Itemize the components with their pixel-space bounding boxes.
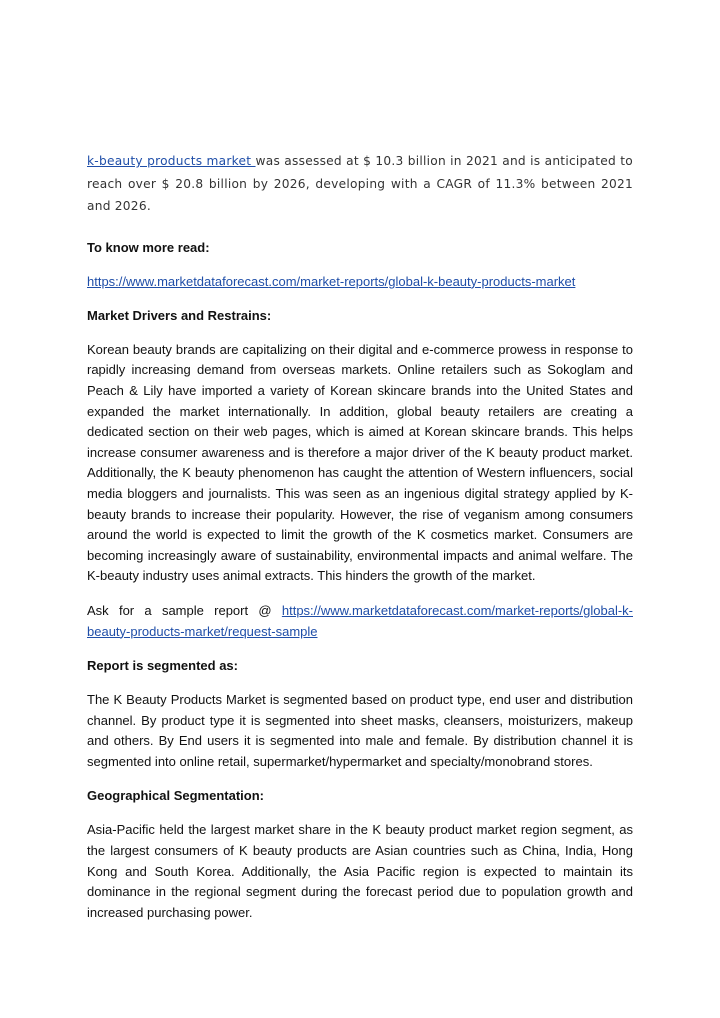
k-beauty-market-link[interactable]: k-beauty products market: [87, 154, 256, 168]
sample-paragraph: [87, 601, 633, 642]
geo-paragraph: Asia-Pacific held the largest market share in the K beauty product market region segment, as the largest consumers of K beauty products are Asian countries such as China, India, Hong Kong and South Korea. Additionally, the Asia Pacific region is expected to maintain its dominance in the regional segment during the forecast period due to population growth and increased purchasing power.: [87, 822, 633, 920]
drivers-heading: Market Drivers and Restrains:: [87, 307, 272, 323]
document-page: [87, 150, 633, 937]
know-more-heading: To know more read:: [87, 239, 210, 255]
sample-prefix: Ask for a sample report @: [87, 602, 282, 618]
geo-heading: Geographical Segmentation:: [87, 788, 264, 804]
intro-paragraph: [87, 150, 633, 218]
drivers-paragraph: Korean beauty brands are capitalizing on their digital and e-commerce prowess in response to rapidly increasing demand from overseas markets. Online retailers such as Sokoglam and Peach & Lily have imported a variety of Korean skincare brands into the United States and expanded the market internationally. In addition, global beauty retailers are creating a dedicated section on their web pages, which is aimed at Korean skincare brands. This helps increase consumer awareness and is therefore a major driver of the K beauty product market. Additionally, the K beauty phenomenon has caught the attention of Western influencers, social media bloggers and journalists. This was seen as an ingenious digital strategy applied by K-beauty brands to increase their popularity. However, the rise of veganism among consumers around the world is expected to limit the growth of the K cosmetics market. Consumers are becoming increasingly aware of sustainability, environmental impacts and animal welfare. The K-beauty industry uses animal extracts. This hinders the growth of the market.: [87, 341, 633, 584]
segmented-heading: Report is segmented as:: [87, 658, 238, 674]
report-url-link[interactable]: https://www.marketdataforecast.com/market-reports/global-k-beauty-products-market: [87, 273, 576, 289]
segmented-paragraph: The K Beauty Products Market is segmented based on product type, end user and distribution channel. By product type it is segmented into sheet masks, cleansers, moisturizers, makeup and others. By End users it is segmented into male and female. By distribution channel it is segmented into online retail, supermarket/hypermarket and specialty/monobrand stores.: [87, 692, 633, 769]
sample-report-link[interactable]: https://www.marketdataforecast.com/market-reports/global-k-beauty-products-market/request-sample: [87, 602, 633, 639]
intro-text: was assessed at $ 10.3 billion in 2021 and is anticipated to reach over $ 20.8 billion by 2026, developing with a CAGR of 11.3% between 2021 and 2026.: [87, 154, 633, 214]
